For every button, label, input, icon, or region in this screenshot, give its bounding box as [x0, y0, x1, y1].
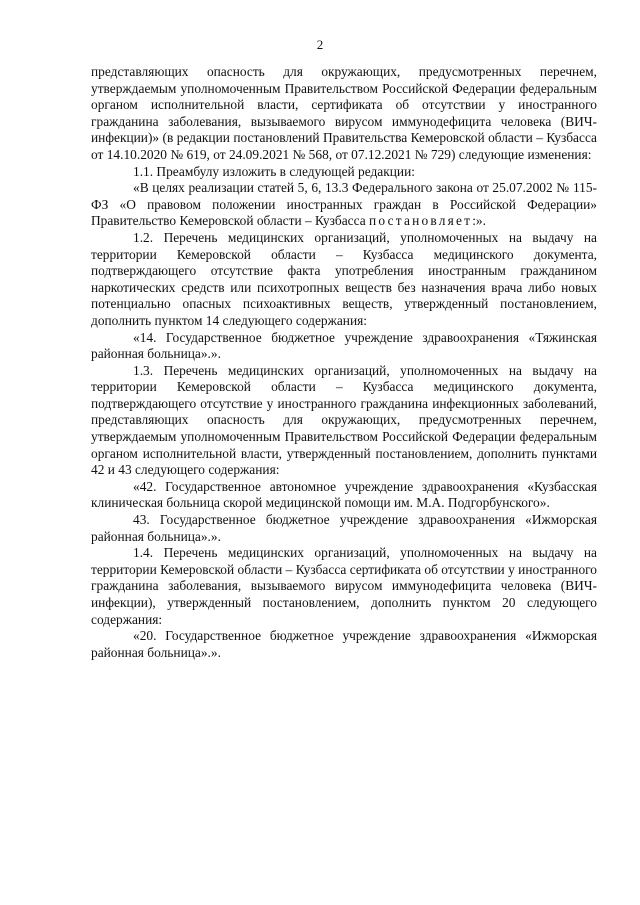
paragraph-1-3: 1.3. Перечень медицинских организаций, уполномоченных на выдачу на территории Кемеровской области – Кузбасса медицинского документа, подтверждающего отсутствие у иностранного гражданина инфекционных заболеваний, представляющих опасность для окружающих, предусмотренных перечнем, утверждаемым уполномоченным Правительством Российской Федерации федеральным органом исполнительной власти, утвержденный постановлением, дополнить пунктами 42 и 43 следующего содержания: [91, 362, 597, 478]
paragraph-item-43: 43. Государственное бюджетное учреждение здравоохранения «Ижморская районная больница».». [91, 512, 597, 544]
paragraph-preamble [91, 180, 597, 230]
paragraph-intro-continuation: представляющих опасность для окружающих, предусмотренных перечнем, утверждаемым уполномоченным Правительством Российской Федерации федеральным органом исполнительной власти, сертификата об отсутствии у иностранного гражданина заболевания, вызываемого вирусом иммунодефицита человека (ВИЧ-инфекции)» (в редакции постановлений Правительства Кемеровской области – Кузбасса от 14.10.2020 № 619, от 24.09.2021 № 568, от 07.12.2021 № 729) следующие изменения: [91, 64, 597, 162]
document-body [91, 64, 597, 661]
paragraph-item-20: «20. Государственное бюджетное учреждение здравоохранения «Ижморская районная больница».». [91, 628, 597, 660]
preamble-tail: :». [472, 213, 486, 229]
preamble-text: «В целях реализации статей 5, 6, 13.3 Федерального закона от 25.07.2002 № 115-ФЗ «О правовом положении иностранных граждан в Российской Федерации» Правительство Кемеровской области – Кузбасса [91, 180, 597, 229]
paragraph-1-2: 1.2. Перечень медицинских организаций, уполномоченных на выдачу на территории Кемеровской области – Кузбасса медицинского документа, подтверждающего отсутствие факта употребления иностранным гражданином наркотических средств или психотропных веществ без назначения врача либо новых потенциально опасных психоактивных веществ, утвержденный постановлением, дополнить пунктом 14 следующего содержания: [91, 229, 597, 328]
paragraph-item-42: «42. Государственное автономное учреждение здравоохранения «Кузбасская клиническая больница скорой медицинской помощи им. М.А. Подгорбунского». [91, 478, 597, 511]
paragraph-1-4: 1.4. Перечень медицинских организаций, уполномоченных на выдачу на территории Кемеровской области – Кузбасса сертификата об отсутствии у иностранного гражданина заболевания, вызываемого вирусом иммунодефицита человека (ВИЧ-инфекции), утвержденный постановлением, дополнить пунктом 20 следующего содержания: [91, 545, 597, 627]
paragraph-item-14: «14. Государственное бюджетное учреждение здравоохранения «Тяжинская районная больница».». [91, 329, 597, 362]
preamble-decree-word: постановляет [369, 213, 473, 229]
page-number: 2 [316, 37, 324, 52]
paragraph-1-1: 1.1. Преамбулу изложить в следующей редакции: [133, 163, 415, 179]
